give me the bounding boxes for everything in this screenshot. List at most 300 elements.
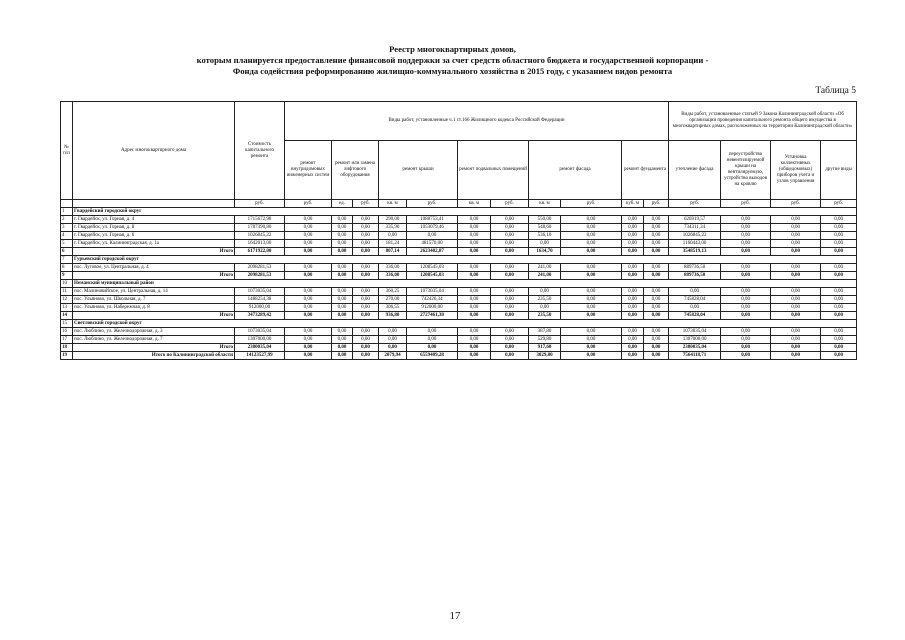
value-cell: 0,00 — [458, 296, 491, 304]
value-cell: 0,00 — [561, 328, 622, 336]
header-basement: ремонт подвальных помещений — [458, 141, 529, 200]
total-label: Итого — [73, 312, 235, 320]
value-cell: 0,00 — [622, 312, 644, 320]
value-cell: 0,00 — [669, 304, 721, 312]
value-cell: 0,00 — [458, 248, 491, 256]
value-cell: 0,00 — [491, 248, 529, 256]
value-cell: 0,00 — [491, 216, 529, 224]
section-row — [61, 280, 857, 288]
value-cell: 0,00 — [622, 304, 644, 312]
value-cell: 0,00 — [821, 240, 857, 248]
table-row — [61, 328, 857, 336]
value-cell: 3548519,13 — [669, 248, 721, 256]
value-cell: 0,00 — [622, 288, 644, 296]
address-cell: пос. Люблино, ул. Железнодорожная, д. 3 — [73, 328, 235, 336]
value-cell: 0,00 — [721, 328, 771, 336]
value-cell: 336,00 — [379, 264, 407, 272]
value-cell: 0,00 — [622, 336, 644, 344]
total-label: Итого — [73, 344, 235, 352]
value-cell: 0,00 — [771, 288, 821, 296]
value-cell: 0,00 — [771, 336, 821, 344]
row-number: 1 — [61, 208, 73, 216]
value-cell: 0,00 — [491, 312, 529, 320]
value-cell: 1053079,46 — [407, 224, 458, 232]
value-cell: 0,00 — [285, 296, 332, 304]
value-cell: 0,00 — [285, 312, 332, 320]
value-cell: 0,00 — [771, 304, 821, 312]
table-row — [61, 232, 857, 240]
value-cell: 889736,50 — [669, 264, 721, 272]
value-cell: 1160443,00 — [669, 240, 721, 248]
value-cell: 0,00 — [561, 264, 622, 272]
value-cell: 0,00 — [285, 248, 332, 256]
table-label: Таблица 5 — [815, 86, 856, 96]
value-cell: 336,00 — [379, 272, 407, 280]
value-cell: 0,00 — [353, 352, 379, 360]
value-cell: 0,00 — [561, 312, 622, 320]
value-cell: 0,00 — [491, 328, 529, 336]
value-cell: 0,00 — [561, 296, 622, 304]
value-cell: 0,00 — [561, 288, 622, 296]
value-cell: 0,00 — [285, 328, 332, 336]
value-cell: 0,00 — [458, 336, 491, 344]
value-cell: 536,10 — [529, 232, 561, 240]
value-cell: 0,00 — [561, 240, 622, 248]
value-cell: 0,00 — [353, 344, 379, 352]
row-number: 19 — [61, 352, 73, 360]
value-cell: 335,90 — [379, 224, 407, 232]
value-cell: 0,00 — [353, 248, 379, 256]
address-cell: г. Гвардейск, ул. Калининградская, д. 1а — [73, 240, 235, 248]
row-number: 15 — [61, 320, 73, 328]
value-cell: 0,00 — [721, 304, 771, 312]
total-row — [61, 312, 857, 320]
unit-cell: ед. — [332, 200, 353, 208]
value-cell: 0,00 — [332, 288, 353, 296]
value-cell: 0,00 — [771, 296, 821, 304]
registry-title-line-3: Фонда содействия реформированию жилищно-коммунального хозяйства в 2015 году, с указанием видов ремонта — [232, 66, 673, 76]
value-cell: 0,00 — [644, 328, 669, 336]
registry-table-body — [61, 208, 857, 360]
value-cell: 0,00 — [771, 264, 821, 272]
value-cell: 0,00 — [458, 240, 491, 248]
value-cell: 0,00 — [285, 232, 332, 240]
value-cell: 0,00 — [721, 312, 771, 320]
units-row — [61, 200, 857, 208]
value-cell: 1307000,00 — [669, 336, 721, 344]
value-cell: 0,00 — [353, 264, 379, 272]
address-cell: г. Гвардейск, ул. Горная, д. 6 — [73, 232, 235, 240]
value-cell: 0,00 — [332, 312, 353, 320]
value-cell: 2380035,04 — [235, 344, 285, 352]
value-cell: 235,50 — [529, 312, 561, 320]
units-spacer — [73, 200, 235, 208]
value-cell: 0,00 — [407, 344, 458, 352]
total-row — [61, 248, 857, 256]
header-lift: ремонт или замена лифтового оборудования — [332, 141, 379, 200]
value-cell: 0,00 — [285, 272, 332, 280]
value-cell: 0,00 — [353, 296, 379, 304]
value-cell: 0,00 — [622, 216, 644, 224]
value-cell: 181,24 — [379, 240, 407, 248]
value-cell: 7564118,71 — [669, 352, 721, 360]
value-cell: 529,80 — [529, 336, 561, 344]
value-cell: 0,00 — [561, 304, 622, 312]
value-cell: 235,50 — [529, 296, 561, 304]
row-number: 8 — [61, 264, 73, 272]
value-cell: 0,00 — [561, 248, 622, 256]
value-cell: 0,00 — [332, 328, 353, 336]
value-cell: 0,00 — [771, 224, 821, 232]
table-row — [61, 224, 857, 232]
value-cell: 0,00 — [332, 296, 353, 304]
value-cell: 241,00 — [529, 272, 561, 280]
value-cell: 0,00 — [491, 240, 529, 248]
value-cell: 0,00 — [821, 312, 857, 320]
section-name: Гурьевский городской округ — [73, 256, 857, 264]
unit-cell: руб. — [235, 200, 285, 208]
table-row — [61, 296, 857, 304]
value-cell: 0,00 — [407, 328, 458, 336]
value-cell: 1787390,80 — [235, 224, 285, 232]
address-cell: пос. Ульяново, ул. Школьная, д. 7 — [73, 296, 235, 304]
value-cell: 0,00 — [821, 232, 857, 240]
value-cell: 0,00 — [721, 288, 771, 296]
value-cell: 0,00 — [458, 288, 491, 296]
value-cell: 0,00 — [458, 328, 491, 336]
unit-cell: руб. — [491, 200, 529, 208]
value-cell: 0,00 — [491, 304, 529, 312]
section-name: Неманский муниципальный район — [73, 280, 857, 288]
value-cell: 241,00 — [529, 264, 561, 272]
value-cell: 0,00 — [285, 336, 332, 344]
value-cell: 742426,34 — [407, 296, 458, 304]
value-cell: 0,00 — [379, 336, 407, 344]
total-label: Итого по Калининградской области — [73, 352, 235, 360]
value-cell: 550,00 — [529, 216, 561, 224]
row-number: 7 — [61, 256, 73, 264]
value-cell: 0,00 — [622, 344, 644, 352]
value-cell: 0,00 — [285, 216, 332, 224]
value-cell: 0,00 — [285, 304, 332, 312]
value-cell: 0,00 — [529, 240, 561, 248]
value-cell: 0,00 — [458, 224, 491, 232]
value-cell: 0,00 — [644, 248, 669, 256]
registry-table — [60, 101, 857, 360]
total-label: Итого — [73, 248, 235, 256]
value-cell: 0,00 — [821, 248, 857, 256]
value-cell: 0,00 — [644, 224, 669, 232]
unit-cell: кв. м — [379, 200, 407, 208]
value-cell: 1026845,22 — [235, 232, 285, 240]
value-cell: 0,00 — [353, 328, 379, 336]
value-cell: 0,00 — [458, 344, 491, 352]
header-facade-insulation: утепление фасада — [669, 141, 721, 200]
value-cell: 1307000,00 — [235, 336, 285, 344]
address-cell: г. Гвардейск, ул. Горная, д. 4 — [73, 216, 235, 224]
value-cell: 0,00 — [285, 240, 332, 248]
row-number: 18 — [61, 344, 73, 352]
value-cell: 548,60 — [529, 224, 561, 232]
unit-cell: руб. — [771, 200, 821, 208]
value-cell: 0,00 — [491, 288, 529, 296]
section-name: Светловский городской округ — [73, 320, 857, 328]
value-cell: 0,00 — [644, 296, 669, 304]
table-row — [61, 288, 857, 296]
unit-cell: руб. — [821, 200, 857, 208]
header-meters: Установка коллективных (общедомовых) приборов учета и узлов управления — [771, 141, 821, 200]
value-cell: 6171922,00 — [235, 248, 285, 256]
row-number: 14 — [61, 312, 73, 320]
value-cell: 0,00 — [285, 352, 332, 360]
value-cell: 0,00 — [353, 240, 379, 248]
value-cell: 0,00 — [721, 336, 771, 344]
value-cell: 1634,70 — [529, 248, 561, 256]
row-number: 3 — [61, 224, 73, 232]
value-cell: 0,00 — [458, 304, 491, 312]
value-cell: 912000,00 — [407, 304, 458, 312]
value-cell: 0,00 — [721, 232, 771, 240]
value-cell: 481570,00 — [407, 240, 458, 248]
total-row — [61, 344, 857, 352]
unit-cell: руб. — [561, 200, 622, 208]
value-cell: 0,00 — [353, 304, 379, 312]
value-cell: 626919,57 — [669, 216, 721, 224]
value-cell: 0,00 — [821, 296, 857, 304]
address-cell: пос. Малиновийское, ул. Центральная, д. 14 — [73, 288, 235, 296]
value-cell: 0,00 — [771, 328, 821, 336]
value-cell: 0,00 — [332, 240, 353, 248]
value-cell: 1642013,00 — [235, 240, 285, 248]
value-cell: 0,00 — [644, 216, 669, 224]
value-cell: 0,00 — [332, 232, 353, 240]
value-cell: 0,00 — [771, 352, 821, 360]
value-cell: 0,00 — [491, 224, 529, 232]
value-cell: 745828,04 — [669, 312, 721, 320]
value-cell: 0,00 — [821, 288, 857, 296]
value-cell: 1073035,04 — [669, 328, 721, 336]
value-cell: 0,00 — [622, 272, 644, 280]
unit-cell: кв. м — [529, 200, 561, 208]
value-cell: 0,00 — [821, 264, 857, 272]
value-cell: 0,00 — [458, 312, 491, 320]
value-cell: 2079,94 — [379, 352, 407, 360]
value-cell: 1208545,03 — [407, 272, 458, 280]
value-cell: 1715672,98 — [235, 216, 285, 224]
page-number: 17 — [449, 610, 461, 622]
value-cell: 0,00 — [721, 248, 771, 256]
table-row — [61, 304, 857, 312]
value-cell: 387,80 — [529, 328, 561, 336]
value-cell: 0,00 — [771, 312, 821, 320]
address-cell: пос. Люблино, ул. Железнодорожная, д. 7 — [73, 336, 235, 344]
section-row — [61, 208, 857, 216]
value-cell: 0,00 — [332, 344, 353, 352]
row-number: 5 — [61, 240, 73, 248]
value-cell: 0,00 — [332, 224, 353, 232]
value-cell: 1026845,22 — [669, 232, 721, 240]
value-cell: 0,00 — [644, 352, 669, 360]
value-cell: 0,00 — [353, 232, 379, 240]
row-number: 10 — [61, 280, 73, 288]
value-cell: 0,00 — [353, 288, 379, 296]
value-cell: 0,00 — [561, 272, 622, 280]
value-cell: 0,00 — [644, 304, 669, 312]
value-cell: 1208545,03 — [407, 264, 458, 272]
value-cell: 917,60 — [529, 344, 561, 352]
value-cell: 0,00 — [407, 232, 458, 240]
value-cell: 0,00 — [379, 232, 407, 240]
value-cell: 0,00 — [721, 216, 771, 224]
value-cell: 0,00 — [771, 216, 821, 224]
value-cell: 0,00 — [644, 272, 669, 280]
value-cell: 0,00 — [332, 336, 353, 344]
header-foundation: ремонт фундамента — [622, 141, 669, 200]
row-number: 6 — [61, 248, 73, 256]
value-cell: 0,00 — [332, 272, 353, 280]
value-cell: 0,00 — [561, 216, 622, 224]
value-cell: 0,00 — [622, 224, 644, 232]
value-cell: 0,00 — [458, 352, 491, 360]
header-number: № п/п — [61, 102, 73, 200]
value-cell: 0,00 — [491, 344, 529, 352]
value-cell: 0,00 — [821, 336, 857, 344]
total-row — [61, 352, 857, 360]
value-cell: 0,00 — [644, 288, 669, 296]
header-group-regional-law: Виды работ, установленные статьей 9 Закона Калининградской области «Об организации проведения капитального ремонта общего имущества в многоквартирных домах, расположенных на территории Калининградской области» — [669, 102, 857, 141]
value-cell: 0,00 — [285, 224, 332, 232]
value-cell: 0,00 — [458, 232, 491, 240]
value-cell: 1073035,04 — [407, 288, 458, 296]
value-cell: 0,00 — [353, 216, 379, 224]
value-cell: 0,00 — [407, 336, 458, 344]
value-cell: 0,00 — [644, 336, 669, 344]
value-cell: 0,00 — [491, 352, 529, 360]
value-cell: 0,00 — [669, 288, 721, 296]
value-cell: 0,00 — [644, 344, 669, 352]
value-cell: 0,00 — [821, 224, 857, 232]
value-cell: 0,00 — [332, 304, 353, 312]
value-cell: 1073035,04 — [235, 328, 285, 336]
value-cell: 0,00 — [622, 264, 644, 272]
value-cell: 0,00 — [561, 344, 622, 352]
value-cell: 0,00 — [644, 312, 669, 320]
header-roof: ремонт крыши — [379, 141, 458, 200]
value-cell: 0,00 — [771, 248, 821, 256]
value-cell: 0,00 — [821, 272, 857, 280]
value-cell: 0,00 — [622, 352, 644, 360]
value-cell: 0,00 — [561, 336, 622, 344]
value-cell: 0,00 — [771, 232, 821, 240]
value-cell: 0,00 — [622, 328, 644, 336]
value-cell: 0,00 — [353, 336, 379, 344]
value-cell: 1088753,41 — [407, 216, 458, 224]
value-cell: 0,00 — [458, 216, 491, 224]
units-spacer — [61, 200, 73, 208]
value-cell: 0,00 — [353, 272, 379, 280]
value-cell: 0,00 — [622, 296, 644, 304]
row-number: 9 — [61, 272, 73, 280]
value-cell: 0,00 — [285, 264, 332, 272]
value-cell: 0,00 — [721, 352, 771, 360]
row-number: 17 — [61, 336, 73, 344]
address-cell: пос. Ульяново, ул. Набережная, д. 8 — [73, 304, 235, 312]
value-cell: 0,00 — [622, 240, 644, 248]
value-cell: 0,00 — [721, 224, 771, 232]
value-cell: 0,00 — [458, 272, 491, 280]
section-row — [61, 320, 857, 328]
value-cell: 0,00 — [821, 328, 857, 336]
value-cell: 936,80 — [379, 312, 407, 320]
row-number: 2 — [61, 216, 73, 224]
row-number: 13 — [61, 304, 73, 312]
value-cell: 807,14 — [379, 248, 407, 256]
value-cell: 0,00 — [285, 288, 332, 296]
value-cell: 0,00 — [771, 344, 821, 352]
value-cell: 0,00 — [771, 272, 821, 280]
value-cell: 3473289,42 — [235, 312, 285, 320]
value-cell: 2098281,53 — [235, 264, 285, 272]
section-name: Гвардейский городской округ — [73, 208, 857, 216]
value-cell: 0,00 — [721, 296, 771, 304]
registry-title-line-2: которым планируется предоставление финансовой поддержки за счет средств областного бюджета и государственной корпорации - — [196, 55, 709, 65]
total-label: Итого — [73, 272, 235, 280]
value-cell: 306,55 — [379, 304, 407, 312]
value-cell: 2727461,38 — [407, 312, 458, 320]
table-row — [61, 336, 857, 344]
address-cell: г. Гвардейск, ул. Горная, д. 8 — [73, 224, 235, 232]
table-row — [61, 216, 857, 224]
value-cell: 1488254,38 — [235, 296, 285, 304]
value-cell: 0,00 — [721, 272, 771, 280]
value-cell: 0,00 — [353, 224, 379, 232]
value-cell: 0,00 — [644, 232, 669, 240]
registry-title-line-1: Реестр многоквартирных домов, — [389, 44, 516, 54]
value-cell: 0,00 — [491, 272, 529, 280]
value-cell: 0,00 — [771, 240, 821, 248]
value-cell: 6559409,28 — [407, 352, 458, 360]
value-cell: 889736,50 — [669, 272, 721, 280]
value-cell: 0,00 — [721, 344, 771, 352]
unit-cell: руб. — [353, 200, 379, 208]
table-row — [61, 240, 857, 248]
value-cell: 0,00 — [285, 344, 332, 352]
value-cell: 0,00 — [561, 352, 622, 360]
value-cell: 3029,80 — [529, 352, 561, 360]
section-row — [61, 256, 857, 264]
unit-cell: кв. м — [458, 200, 491, 208]
value-cell: 0,00 — [821, 352, 857, 360]
value-cell: 2623402,87 — [407, 248, 458, 256]
header-facade: ремонт фасада — [529, 141, 622, 200]
value-cell: 270,00 — [379, 296, 407, 304]
value-cell: 0,00 — [458, 264, 491, 272]
value-cell: 0,00 — [332, 264, 353, 272]
value-cell: 2098281,53 — [235, 272, 285, 280]
value-cell: 0,00 — [379, 328, 407, 336]
value-cell: 360,25 — [379, 288, 407, 296]
unit-cell: руб. — [285, 200, 332, 208]
value-cell: 0,00 — [821, 344, 857, 352]
value-cell: 2380035,04 — [669, 344, 721, 352]
unit-cell: руб. — [644, 200, 669, 208]
header-group-article-166: Виды работ, установленные ч.1 ст.166 Жилищного кодекса Российской Федерации — [285, 102, 669, 141]
header-other: другие виды — [821, 141, 857, 200]
header-address: Адрес многоквартирного дома — [73, 102, 235, 200]
unit-cell: руб. — [669, 200, 721, 208]
value-cell: 290,00 — [379, 216, 407, 224]
value-cell: 0,00 — [332, 352, 353, 360]
